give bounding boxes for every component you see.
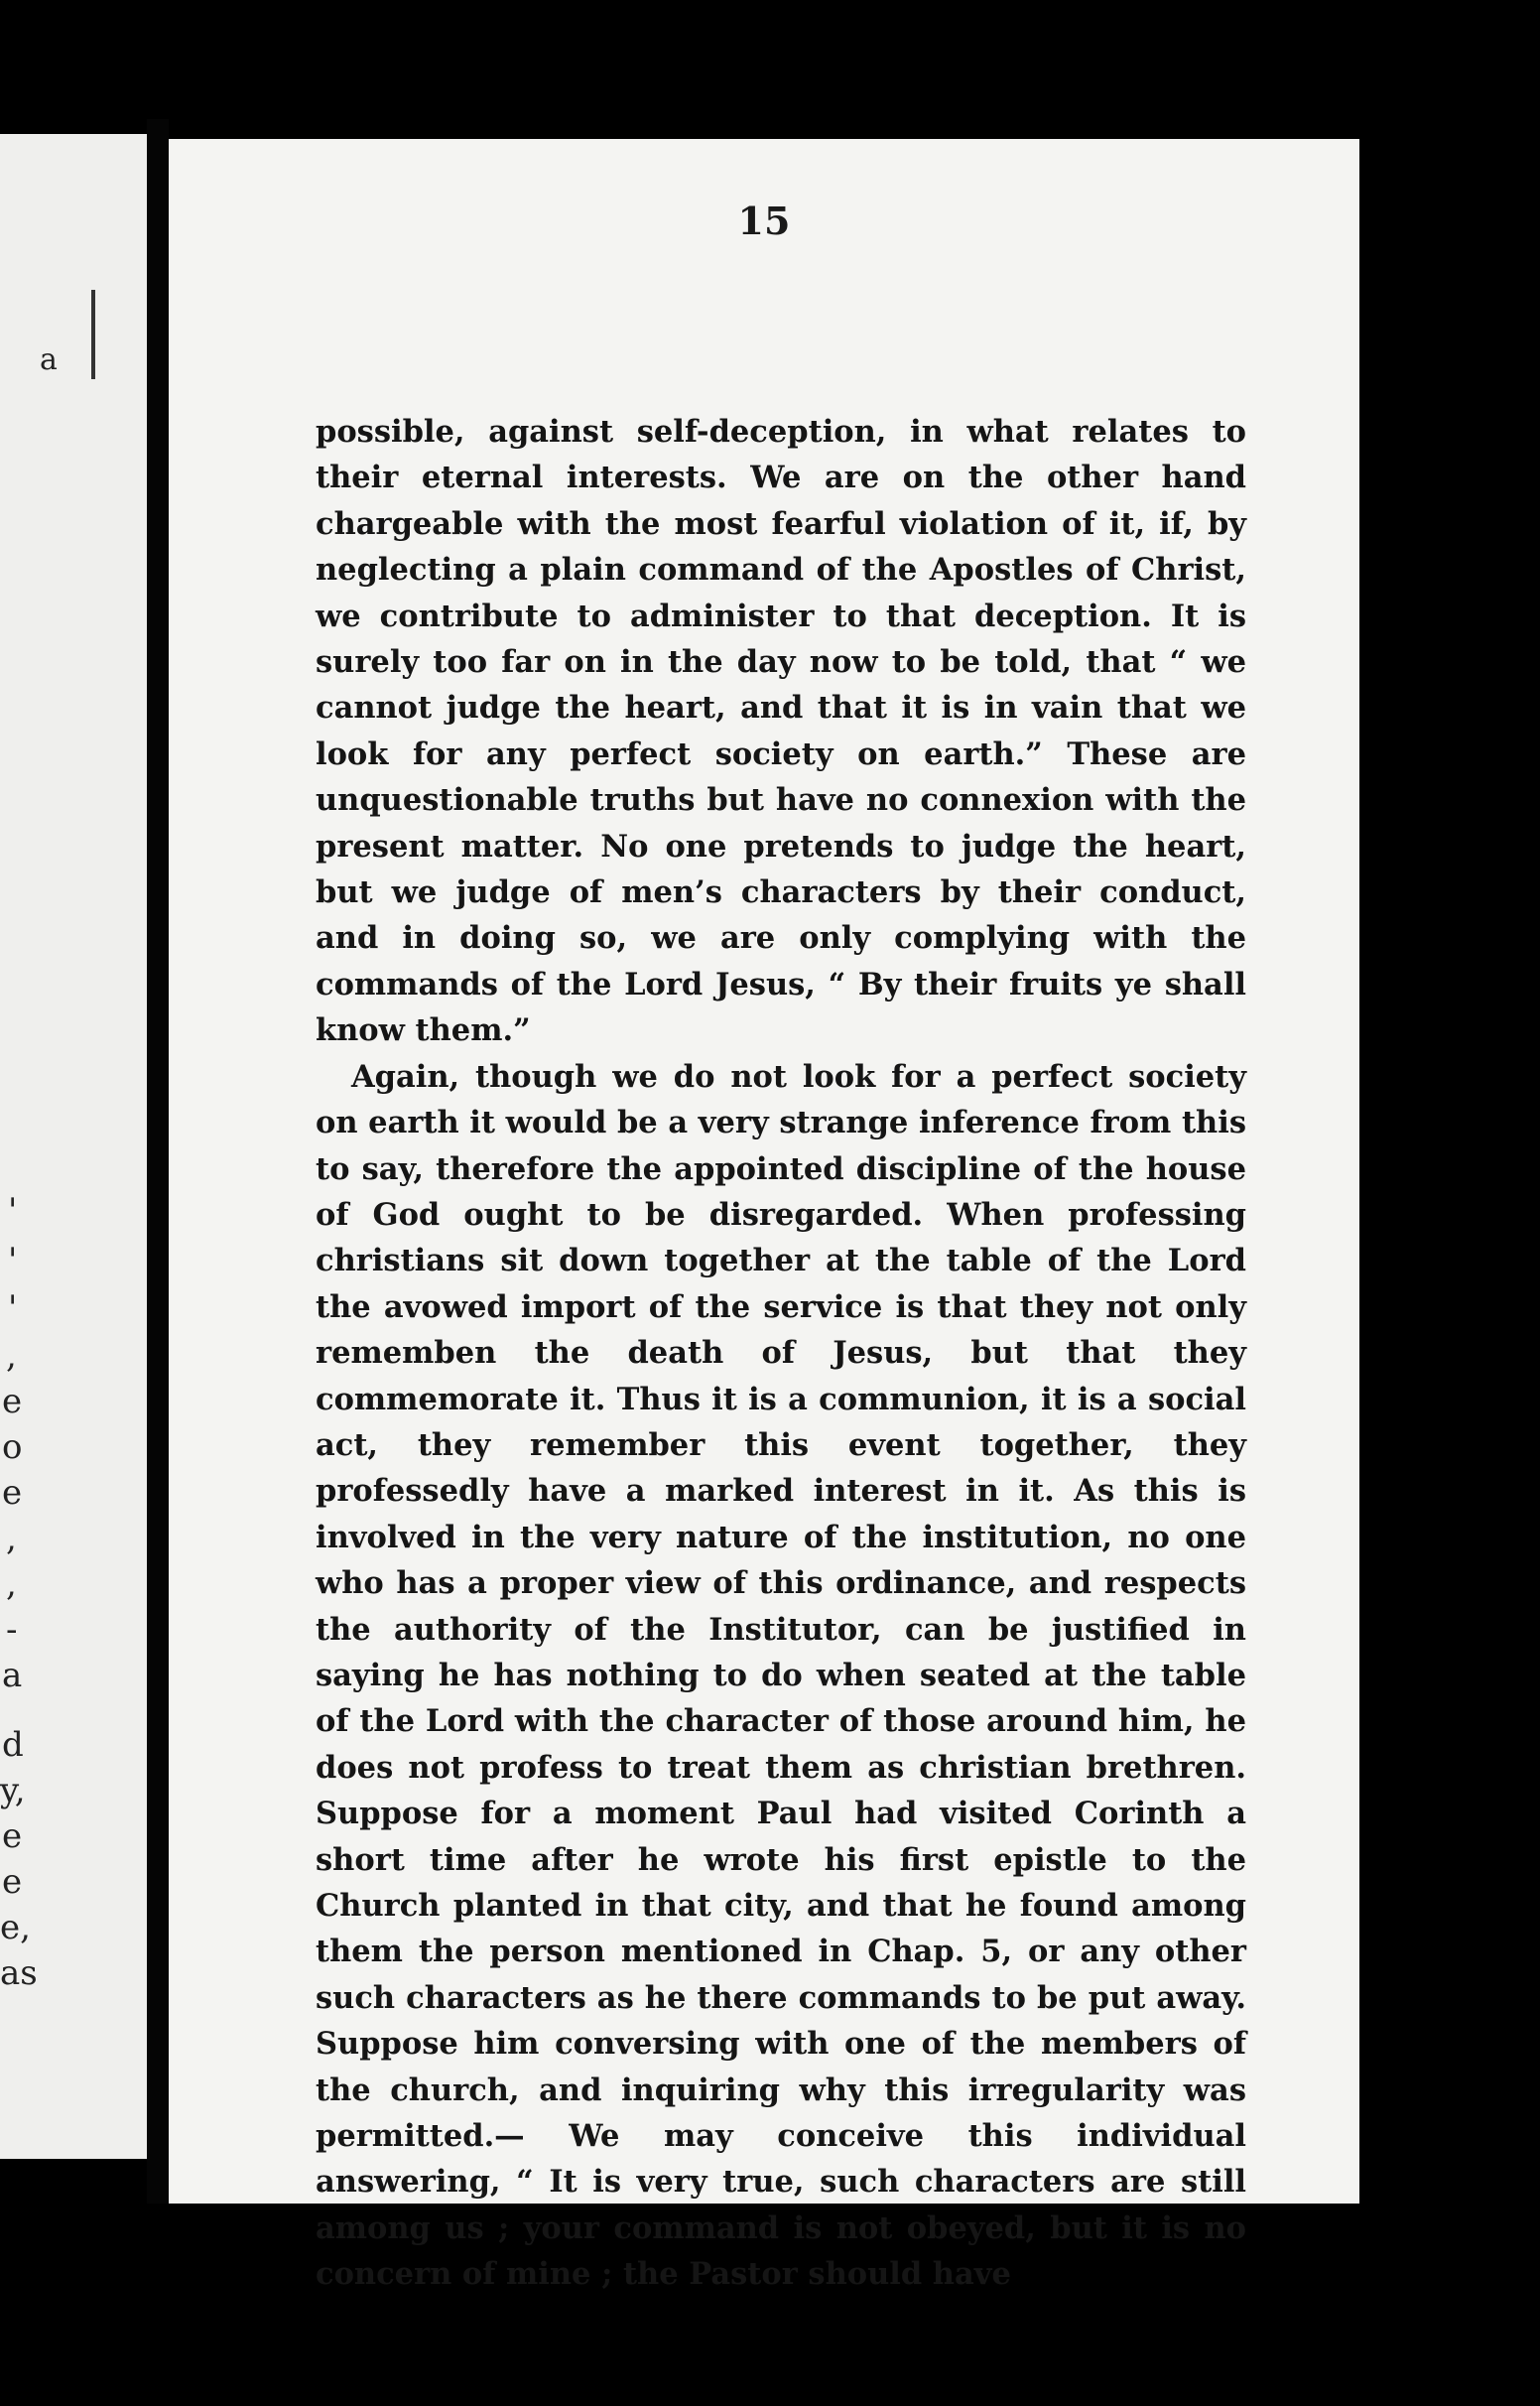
scan-border <box>1359 129 1540 2406</box>
facing-page-mark: a <box>2 1656 23 1695</box>
facing-page-mark: e <box>2 1382 23 1421</box>
facing-page-mark: as <box>0 1953 38 1993</box>
facing-page-mark: , <box>6 1519 17 1558</box>
page-number: 15 <box>737 199 791 243</box>
facing-page-mark: o <box>2 1427 23 1467</box>
facing-page-mark: ' <box>8 1288 18 1328</box>
facing-page-mark: a <box>40 342 58 377</box>
facing-page-edge <box>0 134 147 2159</box>
book-gutter <box>147 119 169 2204</box>
facing-page-mark: ' <box>8 1191 18 1231</box>
facing-page-mark: e <box>2 1473 23 1513</box>
facing-page-rule <box>91 290 95 379</box>
facing-page-mark: ' <box>8 1241 18 1280</box>
facing-page-mark: e <box>2 1816 23 1856</box>
page-body <box>316 409 1246 2298</box>
facing-page-mark: e <box>2 1862 23 1902</box>
facing-page-mark: e, <box>0 1908 31 1947</box>
facing-page-mark: d <box>2 1725 24 1765</box>
facing-page-mark: , <box>6 1336 17 1376</box>
paragraph: possible, against self-deception, in what relates to their eternal interests. We are on the other hand chargeable with the most fearful violation of it, if, by neglecting a plain command of the Apostles of Christ, we contribute to administer to that deception. It is surely too far on in the day now to be told, that “ we cannot judge the heart, and that it is in vain that we look for any perfect society on earth.” These are unquestionable truths but have no connexion with the present matter. No one pretends to judge the heart, but we judge of men’s characters by their conduct, and in doing so, we are only complying with the commands of the Lord Jesus, “ By their fruits ye shall know them.” <box>316 414 1246 1049</box>
paragraph: Again, though we do not look for a perfect society on earth it would be a very strange inference from this to say, therefore the appointed discipline of the house of God ought to be disregarded. When professing christians sit down together at the table of the Lord the avowed import of the service is that they not only rememben the death of Jesus, but that they commemorate it. Thus it is a communion, it is a social act, they remember this event together, they professedly have a marked interest in it. As this is involved in the very nature of the institution, no one who has a proper view of this ordinance, and respects the authority of the Institutor, can be justified in saying he has nothing to do when seated at the table of the Lord with the character of those around him, he does not profess to treat them as christian brethren. Suppose for a moment Paul had visited Corinth a short time after he wrote his first epistle to the Church planted in that city, and that he found among them the person mentioned in Chap. 5, or any other such characters as he there commands to be put away. Suppose him conversing with one of the members of the church, and inquiring why this irregularity was permitted.— We may conceive this individual answering, “ It is very true, such characters are still among us ; your command is not obeyed, but it is no concern of mine ; the Pastor should have <box>316 1058 1246 2293</box>
facing-page-mark: y, <box>0 1771 26 1810</box>
facing-page-mark: , <box>6 1564 17 1604</box>
facing-page-mark: - <box>6 1610 18 1650</box>
